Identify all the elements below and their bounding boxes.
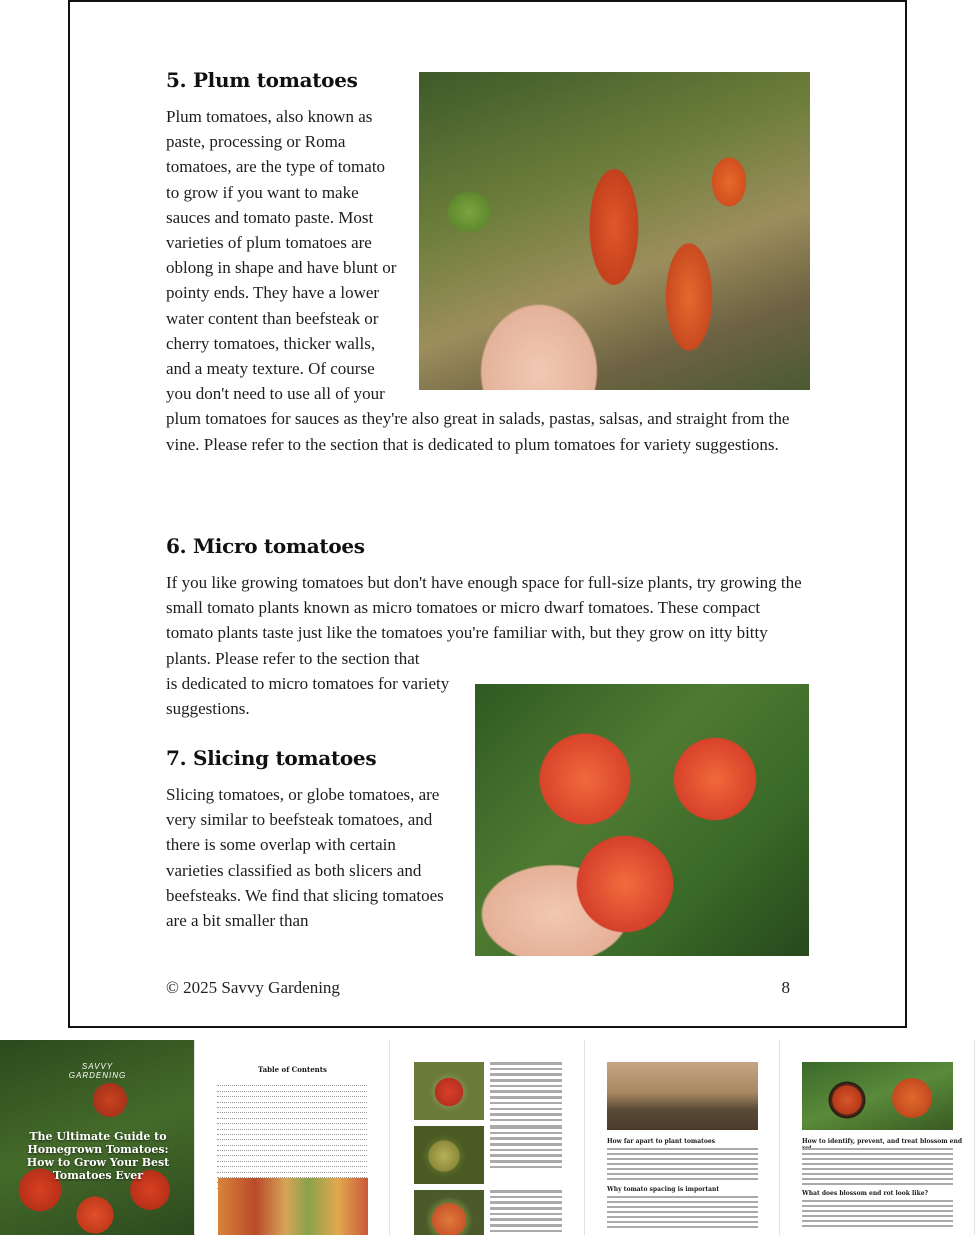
text-lines [607, 1196, 758, 1231]
copyright-text: © 2025 Savvy Gardening [166, 978, 340, 997]
thumbnail-spacing-page[interactable] [585, 1040, 780, 1235]
garden-bed-photo [607, 1062, 758, 1130]
thumb-heading: What does blossom end rot look like? [802, 1190, 929, 1197]
micro-tomatoes-photo [475, 684, 809, 956]
tomato-variety-photo [414, 1126, 484, 1184]
thumbnail-varieties-page[interactable] [390, 1040, 585, 1235]
toc-lines [217, 1082, 367, 1190]
thumb-heading: How far apart to plant tomatoes [607, 1138, 716, 1145]
thumbnail-blossom-end-rot-page[interactable] [780, 1040, 975, 1235]
text-lines [490, 1126, 562, 1172]
blossom-end-rot-photo [802, 1062, 953, 1130]
section-heading: 5. Plum tomatoes [166, 68, 358, 92]
text-lines [802, 1200, 953, 1230]
text-lines [490, 1190, 562, 1235]
heirloom-tomatoes-photo [218, 1178, 368, 1235]
section-heading: 6. Micro tomatoes [166, 534, 365, 558]
section-plum-tomatoes [166, 68, 810, 457]
logo-line: GARDENING [68, 1071, 127, 1080]
section-body: If you like growing tomatoes but don't have enough space for full-size plants, try growing the small tomato plants known as micro tomatoes or micro dwarf tomatoes. These compact tomato plants taste just like the tomatoes you're familiar with, but they grow on itty bitty plants. Please refer to the section that [166, 573, 802, 668]
savvy-gardening-logo [0, 1062, 195, 1080]
text-lines [607, 1148, 758, 1183]
text-lines [802, 1148, 953, 1188]
section-heading: 7. Slicing tomatoes [166, 746, 377, 770]
logo-line: SAVVY [81, 1062, 114, 1071]
thumbnail-cover[interactable] [0, 1040, 195, 1235]
plum-tomatoes-photo [419, 72, 810, 390]
text-lines [490, 1062, 562, 1130]
tomato-variety-photo [414, 1062, 484, 1120]
cover-title: The Ultimate Guide to Homegrown Tomatoes: How to Grow Your Best Tomatoes Ever [26, 1130, 170, 1182]
toc-title: Table of Contents [258, 1065, 327, 1074]
page-number: 8 [781, 978, 790, 997]
thumb-heading: How to identify, prevent, and treat blossom end [802, 1138, 963, 1145]
document-page [68, 0, 907, 1028]
section-body: Plum tomatoes, also known as paste, processing or Roma tomatoes, are the type of tomato to grow if you want to make sauces and tomato paste. Most varieties of plum tomatoes are oblong in shape and have blunt or pointy ends. They have a lower water content than beefsteak or cherry tomatoes, thicker walls, and a meaty texture. Of course you don't need to use all of your plum tomatoes for sauces as they're also great in salads, pastas, salsas, and straight from the vine. Please refer to the section that is dedicated to plum tomatoes for variety suggestions. [166, 107, 790, 454]
section-body-continued: is dedicated to micro tomatoes for variety suggestions. [166, 673, 450, 719]
thumb-heading: Why tomato spacing is important [607, 1186, 720, 1193]
page-thumbnail-strip [0, 1040, 975, 1235]
tomato-variety-photo [414, 1190, 484, 1235]
thumbnail-table-of-contents[interactable] [195, 1040, 390, 1235]
section-body: Slicing tomatoes, or globe tomatoes, are very similar to beefsteak tomatoes, and there is some overlap with certain varieties classified as both slicers and beefsteaks. We find that slicing tomatoes are a bit smaller than [166, 785, 444, 931]
